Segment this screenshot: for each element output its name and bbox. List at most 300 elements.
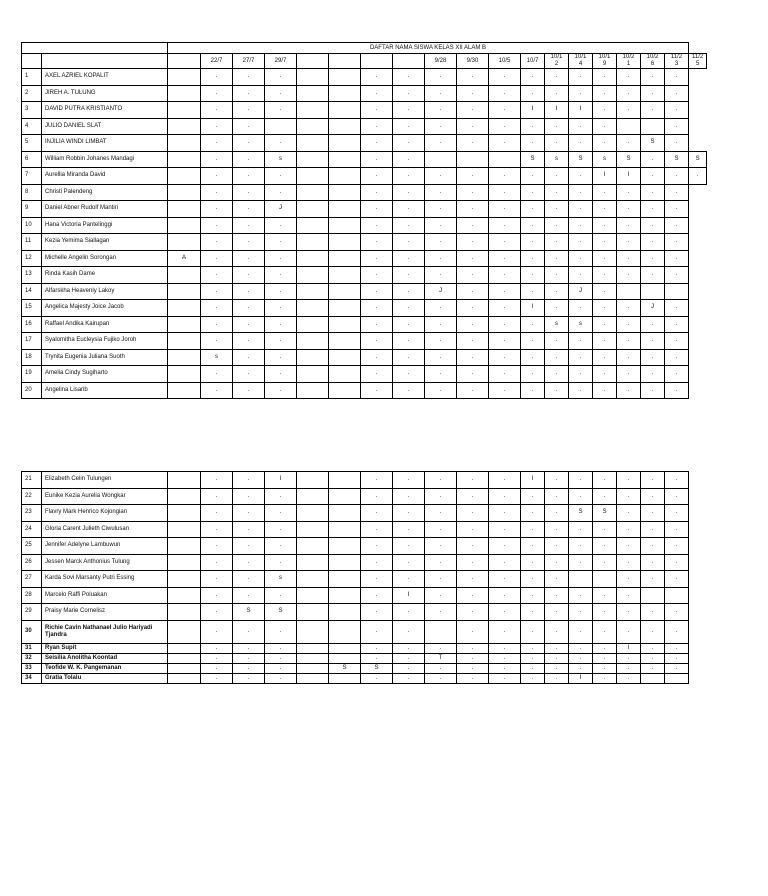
attendance-mark: .: [457, 316, 489, 333]
student-name: Michelle Angelin Sorongan: [42, 250, 168, 267]
attendance-mark: .: [545, 135, 569, 152]
attendance-mark: .: [521, 538, 545, 555]
student-number: 4: [22, 118, 42, 135]
attendance-mark: .: [521, 234, 545, 251]
student-row: [22, 587, 689, 604]
attendance-mark: .: [361, 653, 393, 663]
student-number: 8: [22, 184, 42, 201]
student-number: 23: [22, 505, 42, 522]
student-name: Jennifer Adelyne Lambuwun: [42, 538, 168, 555]
attendance-mark: .: [521, 316, 545, 333]
attendance-mark: .: [665, 69, 689, 86]
attendance-mark: .: [569, 521, 593, 538]
attendance-mark: .: [393, 620, 425, 643]
attendance-mark: .: [569, 267, 593, 284]
attendance-mark: .: [665, 538, 689, 555]
attendance-mark: .: [593, 653, 617, 663]
student-name: Amelia Cindy Sugiharto: [42, 366, 168, 383]
attendance-mark: .: [361, 135, 393, 152]
attendance-mark: [297, 382, 329, 399]
attendance-mark: [329, 587, 361, 604]
attendance-mark: [297, 168, 329, 185]
attendance-mark: .: [545, 300, 569, 317]
student-number: 16: [22, 316, 42, 333]
attendance-mark: .: [521, 267, 545, 284]
attendance-mark: .: [617, 521, 641, 538]
attendance-mark: .: [617, 217, 641, 234]
attendance-mark: [641, 673, 665, 683]
attendance-mark: .: [665, 349, 689, 366]
attendance-mark: [329, 217, 361, 234]
student-number: 7: [22, 168, 42, 185]
attendance-mark: .: [641, 69, 665, 86]
attendance-mark: .: [233, 366, 265, 383]
attendance-mark: .: [593, 234, 617, 251]
student-number: 34: [22, 673, 42, 683]
student-number: 13: [22, 267, 42, 284]
attendance-mark: .: [593, 382, 617, 399]
attendance-mark: .: [425, 250, 457, 267]
student-number: 12: [22, 250, 42, 267]
attendance-mark: [168, 300, 201, 317]
attendance-mark: .: [457, 538, 489, 555]
attendance-mark: .: [201, 554, 233, 571]
student-row: [22, 643, 689, 653]
attendance-mark: .: [457, 604, 489, 621]
attendance-mark: .: [665, 382, 689, 399]
student-row: [22, 151, 707, 168]
student-name: AXEL AZRIEL KOPALIT: [42, 69, 168, 86]
attendance-mark: .: [641, 168, 665, 185]
attendance-mark: .: [393, 366, 425, 383]
attendance-mark: .: [489, 102, 521, 119]
attendance-mark: .: [265, 168, 297, 185]
student-name: Daniel Abner Rudolf Mantiri: [42, 201, 168, 218]
attendance-mark: .: [233, 201, 265, 218]
attendance-mark: .: [641, 349, 665, 366]
header-blank: [22, 43, 168, 54]
date-header-cell: 22/7: [201, 54, 233, 69]
student-name: Aurellia Miranda David: [42, 168, 168, 185]
attendance-mark: .: [593, 118, 617, 135]
attendance-mark: .: [233, 643, 265, 653]
attendance-mark: .: [641, 333, 665, 350]
attendance-mark: [168, 234, 201, 251]
attendance-mark: .: [665, 521, 689, 538]
attendance-mark: .: [665, 201, 689, 218]
attendance-mark: .: [545, 587, 569, 604]
attendance-mark: [297, 505, 329, 522]
student-row: [22, 349, 707, 366]
attendance-mark: .: [201, 217, 233, 234]
attendance-mark: .: [489, 620, 521, 643]
attendance-mark: .: [457, 349, 489, 366]
attendance-mark: J: [265, 201, 297, 218]
attendance-mark: .: [457, 620, 489, 643]
attendance-mark: .: [233, 333, 265, 350]
attendance-mark: .: [233, 571, 265, 588]
attendance-mark: .: [641, 85, 665, 102]
attendance-mark: .: [641, 201, 665, 218]
student-number: 14: [22, 283, 42, 300]
attendance-mark: [297, 538, 329, 555]
attendance-mark: .: [233, 267, 265, 284]
attendance-mark: .: [641, 505, 665, 522]
student-row: [22, 366, 707, 383]
attendance-mark: .: [361, 168, 393, 185]
attendance-mark: s: [593, 151, 617, 168]
attendance-mark: .: [425, 663, 457, 673]
student-number: 6: [22, 151, 42, 168]
attendance-mark: .: [425, 488, 457, 505]
attendance-mark: [297, 366, 329, 383]
attendance-mark: .: [665, 505, 689, 522]
student-name: Marcelo Raffi Poluakan: [42, 587, 168, 604]
attendance-mark: .: [361, 217, 393, 234]
attendance-mark: .: [689, 168, 707, 185]
student-number: 30: [22, 620, 42, 643]
attendance-mark: .: [521, 620, 545, 643]
student-number: 21: [22, 472, 42, 489]
attendance-mark: .: [201, 653, 233, 663]
student-row: [22, 217, 707, 234]
student-row: [22, 300, 707, 317]
attendance-mark: .: [617, 316, 641, 333]
attendance-mark: .: [593, 554, 617, 571]
attendance-mark: .: [521, 673, 545, 683]
attendance-mark: .: [593, 267, 617, 284]
attendance-mark: .: [361, 620, 393, 643]
attendance-mark: [168, 283, 201, 300]
student-name: Syalomitha Eucleysia Fujiko Joroh: [42, 333, 168, 350]
attendance-mark: .: [361, 283, 393, 300]
attendance-mark: .: [521, 283, 545, 300]
attendance-mark: .: [665, 643, 689, 653]
attendance-mark: .: [361, 201, 393, 218]
attendance-mark: .: [521, 118, 545, 135]
date-header-cell: 10/1 9: [593, 54, 617, 69]
attendance-mark: .: [489, 168, 521, 185]
attendance-mark: .: [233, 349, 265, 366]
student-row: [22, 201, 707, 218]
student-row: [22, 604, 689, 621]
attendance-mark: .: [393, 472, 425, 489]
attendance-mark: .: [265, 69, 297, 86]
student-name: Angelica Majesty Joice Jacob: [42, 300, 168, 317]
attendance-mark: .: [361, 587, 393, 604]
student-number: 29: [22, 604, 42, 621]
attendance-mark: [329, 620, 361, 643]
attendance-mark: .: [457, 118, 489, 135]
attendance-mark: .: [521, 587, 545, 604]
attendance-mark: .: [425, 234, 457, 251]
attendance-mark: .: [617, 349, 641, 366]
attendance-mark: [168, 267, 201, 284]
attendance-mark: .: [361, 118, 393, 135]
attendance-mark: .: [569, 250, 593, 267]
attendance-mark: .: [457, 184, 489, 201]
attendance-mark: [329, 538, 361, 555]
attendance-mark: [297, 521, 329, 538]
attendance-mark: .: [201, 382, 233, 399]
attendance-mark: .: [457, 234, 489, 251]
attendance-mark: .: [569, 333, 593, 350]
attendance-mark: [297, 135, 329, 152]
attendance-mark: .: [545, 267, 569, 284]
attendance-mark: S: [641, 135, 665, 152]
name-header-cell: [42, 54, 168, 69]
date-header-cell: 10/2 6: [641, 54, 665, 69]
attendance-mark: .: [665, 472, 689, 489]
attendance-mark: .: [265, 349, 297, 366]
attendance-mark: .: [425, 333, 457, 350]
attendance-mark: .: [265, 184, 297, 201]
student-number: 5: [22, 135, 42, 152]
attendance-mark: .: [425, 316, 457, 333]
attendance-mark: S: [569, 151, 593, 168]
attendance-mark: .: [489, 587, 521, 604]
attendance-mark: .: [233, 250, 265, 267]
attendance-mark: .: [265, 620, 297, 643]
attendance-mark: .: [569, 135, 593, 152]
attendance-mark: .: [545, 643, 569, 653]
attendance-mark: [297, 85, 329, 102]
attendance-mark: .: [201, 571, 233, 588]
attendance-mark: .: [393, 349, 425, 366]
attendance-mark: .: [593, 349, 617, 366]
attendance-mark: [329, 366, 361, 383]
student-row: [22, 69, 707, 86]
attendance-mark: [329, 135, 361, 152]
attendance-mark: .: [545, 168, 569, 185]
attendance-mark: [297, 300, 329, 317]
attendance-mark: .: [521, 604, 545, 621]
attendance-mark: [425, 620, 457, 643]
attendance-mark: .: [617, 620, 641, 643]
attendance-mark: [329, 201, 361, 218]
attendance-mark: .: [201, 300, 233, 317]
attendance-mark: .: [393, 521, 425, 538]
attendance-mark: s: [545, 316, 569, 333]
date-header-cell: [393, 54, 425, 69]
student-number: 18: [22, 349, 42, 366]
attendance-mark: [329, 505, 361, 522]
attendance-mark: .: [665, 168, 689, 185]
attendance-mark: .: [665, 653, 689, 663]
date-header-cell: 9/30: [457, 54, 489, 69]
student-name: Richie Cavin Nathanael Julio Hariyadi Tjandra: [42, 620, 168, 643]
attendance-mark: .: [617, 571, 641, 588]
attendance-mark: .: [457, 201, 489, 218]
attendance-mark: .: [569, 349, 593, 366]
attendance-mark: [297, 673, 329, 683]
date-header-row: [22, 54, 707, 69]
attendance-mark: .: [361, 234, 393, 251]
attendance-mark: [489, 151, 521, 168]
attendance-mark: S: [329, 663, 361, 673]
student-name: Hana Victoria Pantelinggi: [42, 217, 168, 234]
attendance-mark: .: [201, 604, 233, 621]
student-row: [22, 521, 689, 538]
attendance-mark: .: [425, 201, 457, 218]
attendance-mark: .: [201, 283, 233, 300]
attendance-mark: .: [233, 234, 265, 251]
student-number: 11: [22, 234, 42, 251]
student-row: [22, 673, 689, 683]
student-name: Teofide W. K. Pangemanan: [42, 663, 168, 673]
attendance-mark: .: [393, 604, 425, 621]
attendance-mark: .: [665, 316, 689, 333]
attendance-mark: .: [545, 217, 569, 234]
attendance-mark: .: [201, 151, 233, 168]
attendance-mark: .: [617, 267, 641, 284]
attendance-mark: [168, 587, 201, 604]
attendance-mark: .: [489, 69, 521, 86]
attendance-mark: .: [665, 234, 689, 251]
attendance-mark: .: [393, 250, 425, 267]
date-header-cell: 11/2 5: [689, 54, 707, 69]
attendance-mark: .: [361, 538, 393, 555]
attendance-mark: .: [201, 663, 233, 673]
attendance-mark: .: [393, 69, 425, 86]
date-header-cell: 11/2 3: [665, 54, 689, 69]
student-name: Karda Sovi Marsanty Putri Essing: [42, 571, 168, 588]
attendance-mark: [168, 653, 201, 663]
attendance-mark: [329, 521, 361, 538]
attendance-mark: .: [593, 316, 617, 333]
attendance-mark: .: [489, 118, 521, 135]
attendance-mark: .: [393, 333, 425, 350]
attendance-mark: .: [617, 538, 641, 555]
attendance-table-1: [21, 42, 707, 399]
attendance-mark: [329, 118, 361, 135]
attendance-mark: .: [265, 587, 297, 604]
attendance-mark: .: [569, 663, 593, 673]
attendance-mark: .: [425, 366, 457, 383]
attendance-mark: .: [521, 184, 545, 201]
attendance-mark: .: [425, 521, 457, 538]
attendance-mark: .: [593, 521, 617, 538]
attendance-mark: [168, 151, 201, 168]
attendance-mark: .: [489, 201, 521, 218]
attendance-mark: I: [569, 102, 593, 119]
attendance-mark: [425, 151, 457, 168]
attendance-mark: .: [489, 382, 521, 399]
attendance-mark: .: [617, 505, 641, 522]
attendance-mark: .: [665, 118, 689, 135]
attendance-mark: .: [233, 538, 265, 555]
attendance-mark: .: [665, 267, 689, 284]
attendance-mark: .: [457, 643, 489, 653]
attendance-mark: [329, 69, 361, 86]
attendance-mark: [168, 184, 201, 201]
attendance-mark: [329, 316, 361, 333]
attendance-mark: [168, 135, 201, 152]
attendance-mark: .: [521, 85, 545, 102]
student-row: [22, 472, 689, 489]
attendance-mark: .: [265, 234, 297, 251]
attendance-mark: .: [393, 234, 425, 251]
attendance-mark: .: [425, 505, 457, 522]
table-title: DAFTAR NAMA SISWA KELAS XII ALAM B: [168, 43, 689, 54]
attendance-mark: [168, 673, 201, 683]
attendance-mark: .: [457, 472, 489, 489]
attendance-mark: .: [545, 234, 569, 251]
student-name: Angelina Lisarib: [42, 382, 168, 399]
attendance-mark: .: [233, 663, 265, 673]
attendance-mark: .: [521, 135, 545, 152]
attendance-mark: [297, 488, 329, 505]
attendance-mark: [297, 283, 329, 300]
attendance-mark: .: [569, 538, 593, 555]
attendance-mark: .: [489, 300, 521, 317]
attendance-mark: .: [593, 283, 617, 300]
attendance-mark: .: [521, 505, 545, 522]
attendance-mark: .: [457, 333, 489, 350]
attendance-mark: .: [361, 85, 393, 102]
attendance-mark: .: [665, 250, 689, 267]
attendance-mark: .: [521, 521, 545, 538]
attendance-mark: .: [425, 85, 457, 102]
attendance-mark: [297, 102, 329, 119]
attendance-mark: .: [489, 643, 521, 653]
attendance-mark: .: [201, 538, 233, 555]
attendance-mark: [641, 118, 665, 135]
attendance-mark: .: [521, 382, 545, 399]
attendance-mark: .: [617, 653, 641, 663]
attendance-mark: .: [641, 571, 665, 588]
attendance-mark: .: [361, 333, 393, 350]
attendance-mark: [593, 571, 617, 588]
attendance-mark: .: [545, 250, 569, 267]
attendance-mark: .: [545, 521, 569, 538]
attendance-mark: .: [521, 554, 545, 571]
student-row: [22, 184, 707, 201]
attendance-mark: .: [425, 554, 457, 571]
attendance-mark: [168, 472, 201, 489]
attendance-mark: .: [457, 554, 489, 571]
attendance-mark: .: [393, 118, 425, 135]
attendance-mark: .: [665, 663, 689, 673]
attendance-mark: .: [617, 382, 641, 399]
attendance-mark: .: [393, 184, 425, 201]
attendance-mark: .: [489, 316, 521, 333]
attendance-mark: S: [265, 604, 297, 621]
attendance-mark: [168, 333, 201, 350]
attendance-mark: .: [457, 102, 489, 119]
attendance-mark: .: [617, 554, 641, 571]
attendance-mark: .: [569, 620, 593, 643]
attendance-mark: .: [569, 201, 593, 218]
attendance-mark: S: [665, 151, 689, 168]
attendance-mark: .: [617, 102, 641, 119]
student-name: JULIO DANIEL SLAT: [42, 118, 168, 135]
attendance-mark: .: [425, 118, 457, 135]
attendance-mark: S: [233, 604, 265, 621]
attendance-mark: .: [545, 505, 569, 522]
attendance-mark: .: [393, 643, 425, 653]
attendance-mark: [329, 673, 361, 683]
attendance-mark: .: [393, 663, 425, 673]
student-row: [22, 102, 707, 119]
attendance-mark: .: [393, 571, 425, 588]
attendance-mark: .: [569, 366, 593, 383]
student-number: 2: [22, 85, 42, 102]
attendance-mark: .: [233, 587, 265, 604]
attendance-mark: [168, 168, 201, 185]
attendance-mark: .: [665, 102, 689, 119]
attendance-mark: .: [233, 554, 265, 571]
